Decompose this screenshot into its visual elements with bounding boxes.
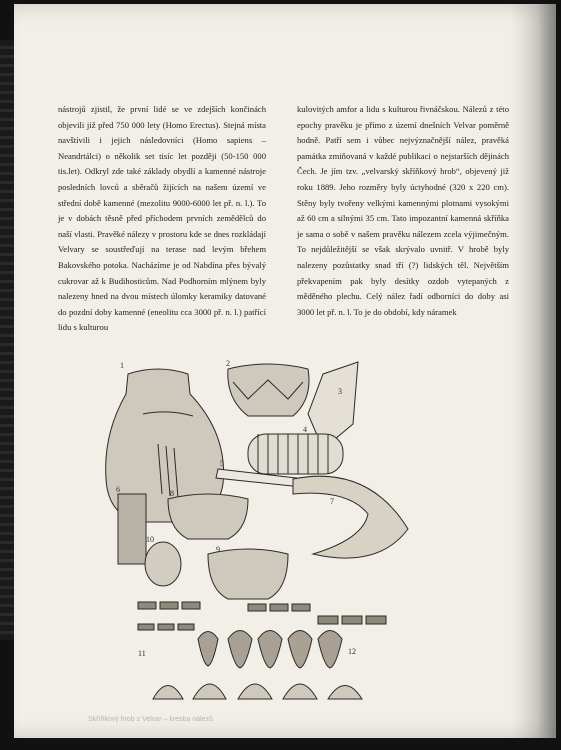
artifact-illustration-plate — [98, 354, 462, 714]
crescent-ornament — [293, 476, 408, 558]
plate-label: 6 — [116, 485, 120, 494]
plate-label: 9 — [216, 545, 220, 554]
plate-label: 5 — [220, 459, 224, 468]
corded-bowl — [228, 364, 309, 416]
left-paragraph: nástrojů zjistil, že první lidé se ve zdejších končinách objevili již před 750 000 lety (Homo Erectus). Stejná místa navštívili i jejich následovníci (Homo sapiens – Neandrtálci) o několik set tisíc let později (50-150 000 tis.let). Odkryl zde také základy obydlí a kamenné nástroje posledních lovců a sběračů žijících na našem území ve střední době kamenné (mezolitu 9000-6000 let př. n. l.). To je v dobách těsně před příchodem prvních zemědělců do naší vlasti. Pravěké nálezy v prostoru kde se dnes rozkládají Velvary se soustřeďují na terase nad levým břehem Bakovského potoka. Nacházíme je od Nabdína přes bývalý cukrovar až k Budihosticům. Nad Podhorním mlýnem byly nalezeny hned na dvou místech úlomky keramiky datované do pozdní doby kamenné (eneolitu cca 3000 př. n. l.) patřící lidu s kulturou — [58, 104, 266, 333]
small-bowl — [168, 494, 248, 539]
plate-label: 10 — [146, 535, 154, 544]
plate-label: 2 — [226, 359, 230, 368]
spiral-bracelet — [248, 434, 343, 474]
binding-strip — [0, 40, 14, 640]
plate-label: 4 — [303, 425, 307, 434]
plate-label: 7 — [330, 497, 334, 506]
right-paragraph: kulovitých amfor a lidu s kulturou řivnáčskou. Nálezů z této epochy pravěku je přímo z území dnešních Velvar poměrně hodně. Patří sem i vůbec nejvýznačnější nález, pravěká památka zmiňovaná v každé publikaci o nejstarších dějinách Čech. Je jím tzv. „velvarský skříňkový hrob“, objevený již roku 1889. Jeho rozměry byly úctyhodné (320 x 220 cm). Stěny byly tvořeny velkými kamennými plotnami vysokými až 60 cm a silnými 35 cm. Tato impozantní kamenná skříňka je sama o sobě v našem pravěku nálezem zcela výjimečným. To nejdůležitější se však skrývalo uvnitř. V hrobě byly nalezeny pozůstatky snad tří (?) lidských těl. Největším překvapením pak byly desítky ozdob vytepaných z měděného plechu. Celý nález řadí odborníci do doby asi 3000 let př. n. l. To je do období, kdy náramek — [297, 104, 509, 317]
plate-label: 3 — [338, 387, 342, 396]
plate-label: 11 — [138, 649, 146, 658]
ribbed-bead — [145, 542, 181, 586]
bowl-corded — [208, 549, 288, 599]
pendants — [198, 631, 342, 669]
bead-strings — [138, 602, 386, 630]
right-text-column — [297, 102, 509, 320]
plate-label: 1 — [120, 361, 124, 370]
plate-label: 8 — [170, 489, 174, 498]
left-text-column — [58, 102, 266, 336]
shells — [153, 684, 362, 699]
page-gutter-shadow — [510, 4, 556, 738]
book-page — [14, 4, 556, 738]
plate-label: 12 — [348, 647, 356, 656]
stone-slab — [118, 494, 146, 564]
figure-caption: Skříňkový hrob z Velvar – kresba nálezů — [88, 716, 213, 723]
